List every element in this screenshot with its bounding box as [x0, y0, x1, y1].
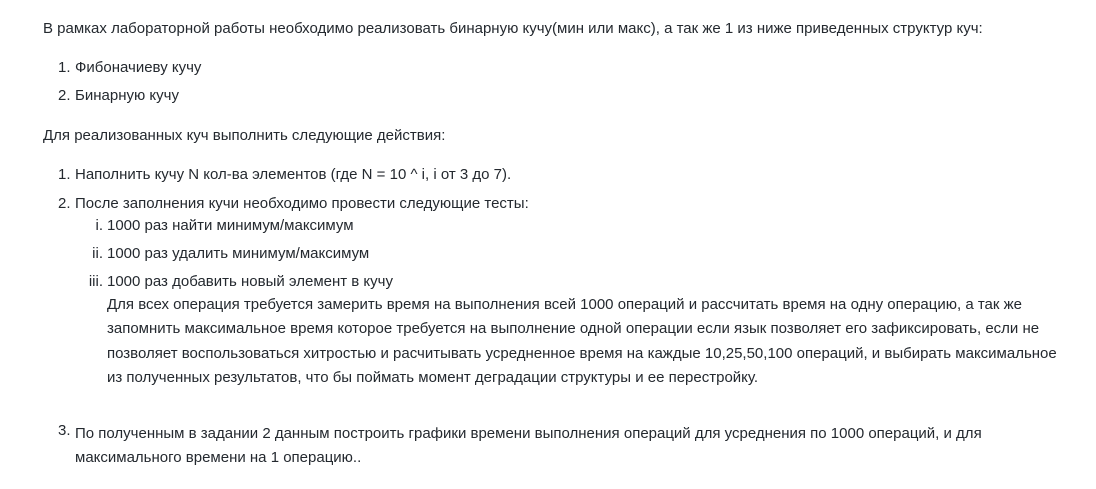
list-text: Фибоначиеву кучу: [75, 59, 202, 76]
sub-list-text: 1000 раз найти минимум/максимум: [107, 217, 354, 234]
heap-options-list: [0, 58, 1096, 114]
sub-list-text: 1000 раз удалить минимум/максимум: [107, 245, 370, 262]
actions-intro-paragraph: Для реализованных куч выполнить следующие действия:: [43, 127, 446, 144]
intro-paragraph: В рамках лабораторной работы необходимо реализовать бинарную кучу(мин или макс), а так же 1 из ниже приведенных структур куч:: [43, 20, 983, 37]
sub-list-text: 1000 раз добавить новый элемент в кучу: [107, 273, 393, 290]
list-number: 2.: [58, 87, 71, 104]
timing-note: Для всех операция требуется замерить время на выполнения всей 1000 операций и рассчитать время на одну операцию, а так же запомнить максимальное время которое требуется на выполнение одной операции если язык позволяет его зафиксировать, если не позволяет воспользоваться хитростью и расчитывать усредненное время на каждые 10,25,50,100 операций, и выбирать максимальное из полученных результатов, что бы поймать момент деградации структуры и ее перестройку.: [107, 296, 1057, 387]
sub-list-number: ii.: [92, 245, 103, 262]
list-item: [0, 86, 1096, 114]
list-text: По полученным в задании 2 данным построить графики времени выполнения операций для усреднения по 1000 операций, и для максимального времени на 1 операцию..: [75, 425, 982, 466]
sub-list-number: i.: [95, 217, 103, 234]
list-item: [0, 58, 1096, 86]
list-number: 1.: [58, 59, 71, 76]
list-text: После заполнения кучи необходимо провести следующие тесты:: [75, 195, 529, 212]
list-text: Бинарную кучу: [75, 87, 179, 104]
list-number: 2.: [58, 195, 71, 212]
list-number: 3.: [58, 422, 71, 439]
sub-list-number: iii.: [88, 273, 103, 290]
list-number: 1.: [58, 166, 71, 183]
list-text: Наполнить кучу N кол-ва элементов (где N = 10 ^ i, i от 3 до 7).: [75, 166, 512, 183]
